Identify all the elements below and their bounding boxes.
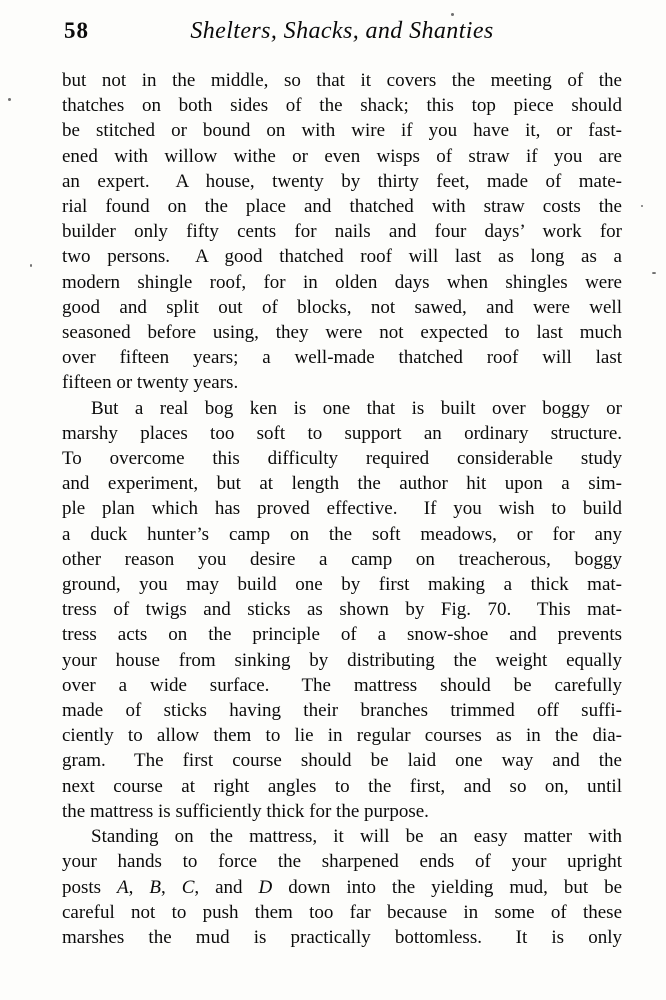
text-line: seasoned before using, they were not expected to last much (62, 322, 622, 344)
text-line: Standing on the mattress, it will be an easy matter with (91, 826, 622, 848)
text-line: ple plan which has proved effective. If you wish to build (62, 498, 622, 520)
text-line: two persons. A good thatched roof will last as long as a (62, 246, 622, 268)
text-segment: , and (194, 876, 259, 898)
text-line: careful not to push them too far because in some of these (62, 901, 622, 923)
paragraph (62, 68, 622, 396)
paragraph (62, 824, 622, 950)
text-line: modern shingle roof, for in olden days when shingles were (62, 271, 622, 293)
text-line (62, 875, 622, 900)
scan-speck (451, 13, 454, 16)
text-line: an expert. A house, twenty by thirty feet, made of mate- (62, 170, 622, 192)
scan-speck (641, 205, 643, 207)
text-line: ciently to allow them to lie in regular courses as in the dia- (62, 725, 622, 747)
text-line: builder only fifty cents for nails and four days’ work for (62, 221, 622, 243)
scan-speck (8, 98, 11, 101)
text-line: and experiment, but at length the author hit upon a sim- (62, 473, 622, 495)
text-line: marshy places too soft to support an ordinary structure. (62, 422, 622, 444)
text-line: other reason you desire a camp on treacherous, boggy (62, 548, 622, 570)
text-segment: , (128, 876, 150, 898)
italic-post-label: C (181, 876, 195, 898)
page-body (62, 68, 622, 950)
text-segment: posts (62, 876, 118, 898)
italic-post-label: D (258, 876, 273, 898)
text-line: your house from sinking by distributing the weight equally (62, 649, 622, 671)
text-line: tress of twigs and sticks as shown by Fig. 70. This mat- (62, 599, 622, 621)
italic-post-label: A (117, 876, 129, 898)
text-line: good and split out of blocks, not sawed, and were well (62, 296, 622, 318)
scan-speck (652, 272, 656, 274)
text-line: your hands to force the sharpened ends of your upright (62, 851, 622, 873)
running-title: Shelters, Shacks, and Shanties (190, 18, 494, 44)
scan-speck (30, 264, 32, 267)
text-line: but not in the middle, so that it covers the meeting of the (62, 70, 622, 91)
page-header (62, 18, 622, 50)
text-line: over a wide surface. The mattress should be carefully (62, 674, 622, 696)
text-segment: , (160, 876, 182, 898)
text-line: tress acts on the principle of a snow-shoe and prevents (62, 624, 622, 646)
text-line: over fifteen years; a well-made thatched roof will last (62, 347, 622, 369)
text-line: be stitched or bound on with wire if you have it, or fast- (62, 120, 622, 142)
paragraph (62, 396, 622, 824)
text-line: rial found on the place and thatched with straw costs the (62, 196, 622, 218)
text-line: the mattress is sufficiently thick for the purpose. (62, 800, 429, 822)
text-line: marshes the mud is practically bottomless. It is only (62, 926, 622, 948)
text-line: ened with willow withe or even wisps of straw if you are (62, 145, 622, 167)
text-line: thatches on both sides of the shack; this top piece should (62, 95, 622, 117)
page-number: 58 (64, 18, 89, 43)
text-line: ground, you may build one by first making a thick mat- (62, 574, 622, 596)
text-line: a duck hunter’s camp on the soft meadows, or for any (62, 523, 622, 545)
text-line: gram. The first course should be laid one way and the (62, 750, 622, 772)
text-line: But a real bog ken is one that is built over boggy or (91, 397, 622, 419)
text-line: fifteen or twenty years. (62, 372, 239, 394)
text-line: next course at right angles to the first, and so on, until (62, 775, 622, 797)
italic-post-label: B (149, 876, 161, 898)
text-segment: down into the yielding mud, but be (272, 876, 623, 898)
text-line: made of sticks having their branches trimmed off suffi- (62, 700, 622, 722)
text-line: To overcome this difficulty required considerable study (62, 448, 622, 470)
